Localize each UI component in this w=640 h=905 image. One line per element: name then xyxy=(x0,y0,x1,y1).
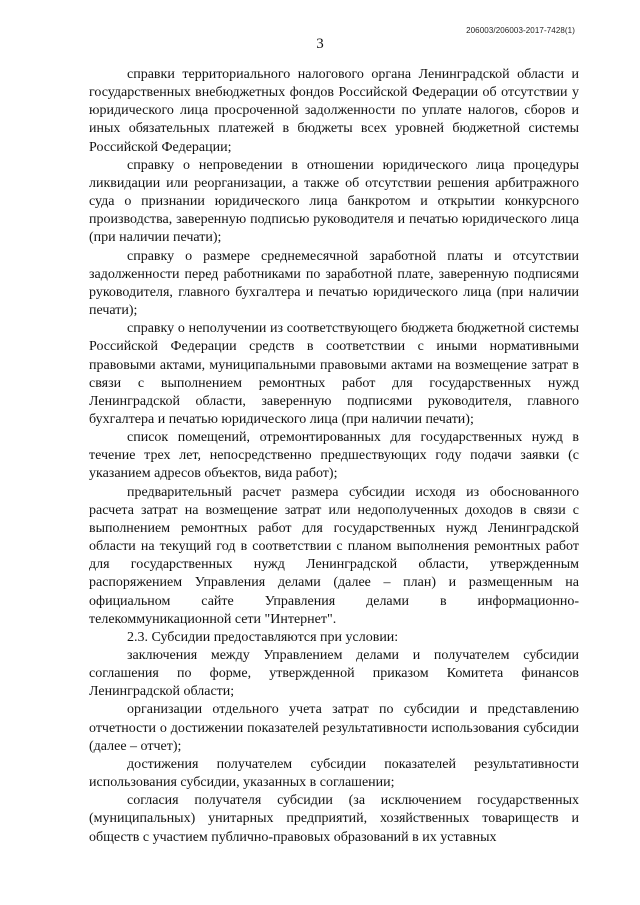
paragraph-non-receipt-certificate: справку о неполучении из соответствующего бюджета бюджетной системы Российской Федерации средств в соответствии с иными нормативными правовыми актами, муниципальными правовыми актами на возмещение затрат в связи с выполнением ремонтных работ для государственных нужд Ленинградской области, заверенную подписями руководителя, главного бухгалтера и печатью юридического лица (при наличии печати); xyxy=(89,321,579,427)
paragraph-performance-condition: достижения получателем субсидии показателей результативности использования субсидии, указанных в соглашении; xyxy=(89,756,579,791)
paragraph-section-2-3-heading: 2.3. Субсидии предоставляются при условии: xyxy=(127,629,399,645)
paragraph-agreement-condition: заключения между Управлением делами и получателем субсидии соглашения по форме, утвержденной приказом Комитета финансов Ленинградской области; xyxy=(89,648,579,700)
document-body xyxy=(89,66,579,847)
page-number: 3 xyxy=(316,36,324,52)
paragraph-consent-condition: согласия получателя субсидии (за исключением государственных (муниципальных) унитарных предприятий, хозяйственных товариществ и обществ с участием публично-правовых образований в их уставных xyxy=(89,793,579,845)
paragraph-liquidation-certificate: справку о непроведении в отношении юридического лица процедуры ликвидации или реорганизации, а также об отсутствии решения арбитражного суда о признании юридического лица банкротом и открытии конкурсного производства, заверенную подписью руководителя и печатью юридического лица (при наличии печати); xyxy=(89,157,579,246)
document-registration-number: 206003/206003-2017-7428(1) xyxy=(466,26,575,35)
paragraph-preliminary-calculation: предварительный расчет размера субсидии исходя из обоснованного расчета затрат на возмещение затрат или недополученных доходов в связи с выполнением ремонтных работ для государственных нужд Ленинградской области на текущий год в соответствии с планом выполнения ремонтных работ для государственных нужд Ленинградской области, утвержденным распоряжением Управления делами (далее – план) и размещенным на официальном сайте Управления делами в информационно-телекоммуникационной сети "Интернет". xyxy=(89,484,579,627)
paragraph-tax-certificate: справки территориального налогового органа Ленинградской области и государственных внебюджетных фондов Российской Федерации об отсутствии у юридического лица просроченной задолженности по уплате налогов, сборов и иных обязательных платежей в бюджеты всех уровней бюджетной системы Российской Федерации; xyxy=(89,67,579,155)
paragraph-premises-list: список помещений, отремонтированных для государственных нужд в течение трех лет, непосредственно предшествующих году подачи заявки (с указанием адресов объектов, вида работ); xyxy=(89,430,579,482)
paragraph-accounting-condition: организации отдельного учета затрат по субсидии и представлению отчетности о достижении показателей результативности использования субсидии (далее – отчет); xyxy=(89,702,579,754)
paragraph-salary-certificate: справку о размере среднемесячной заработной платы и отсутствии задолженности перед работниками по заработной плате, заверенную подписями руководителя, главного бухгалтера и печатью юридического лица (при наличии печати); xyxy=(89,248,579,319)
